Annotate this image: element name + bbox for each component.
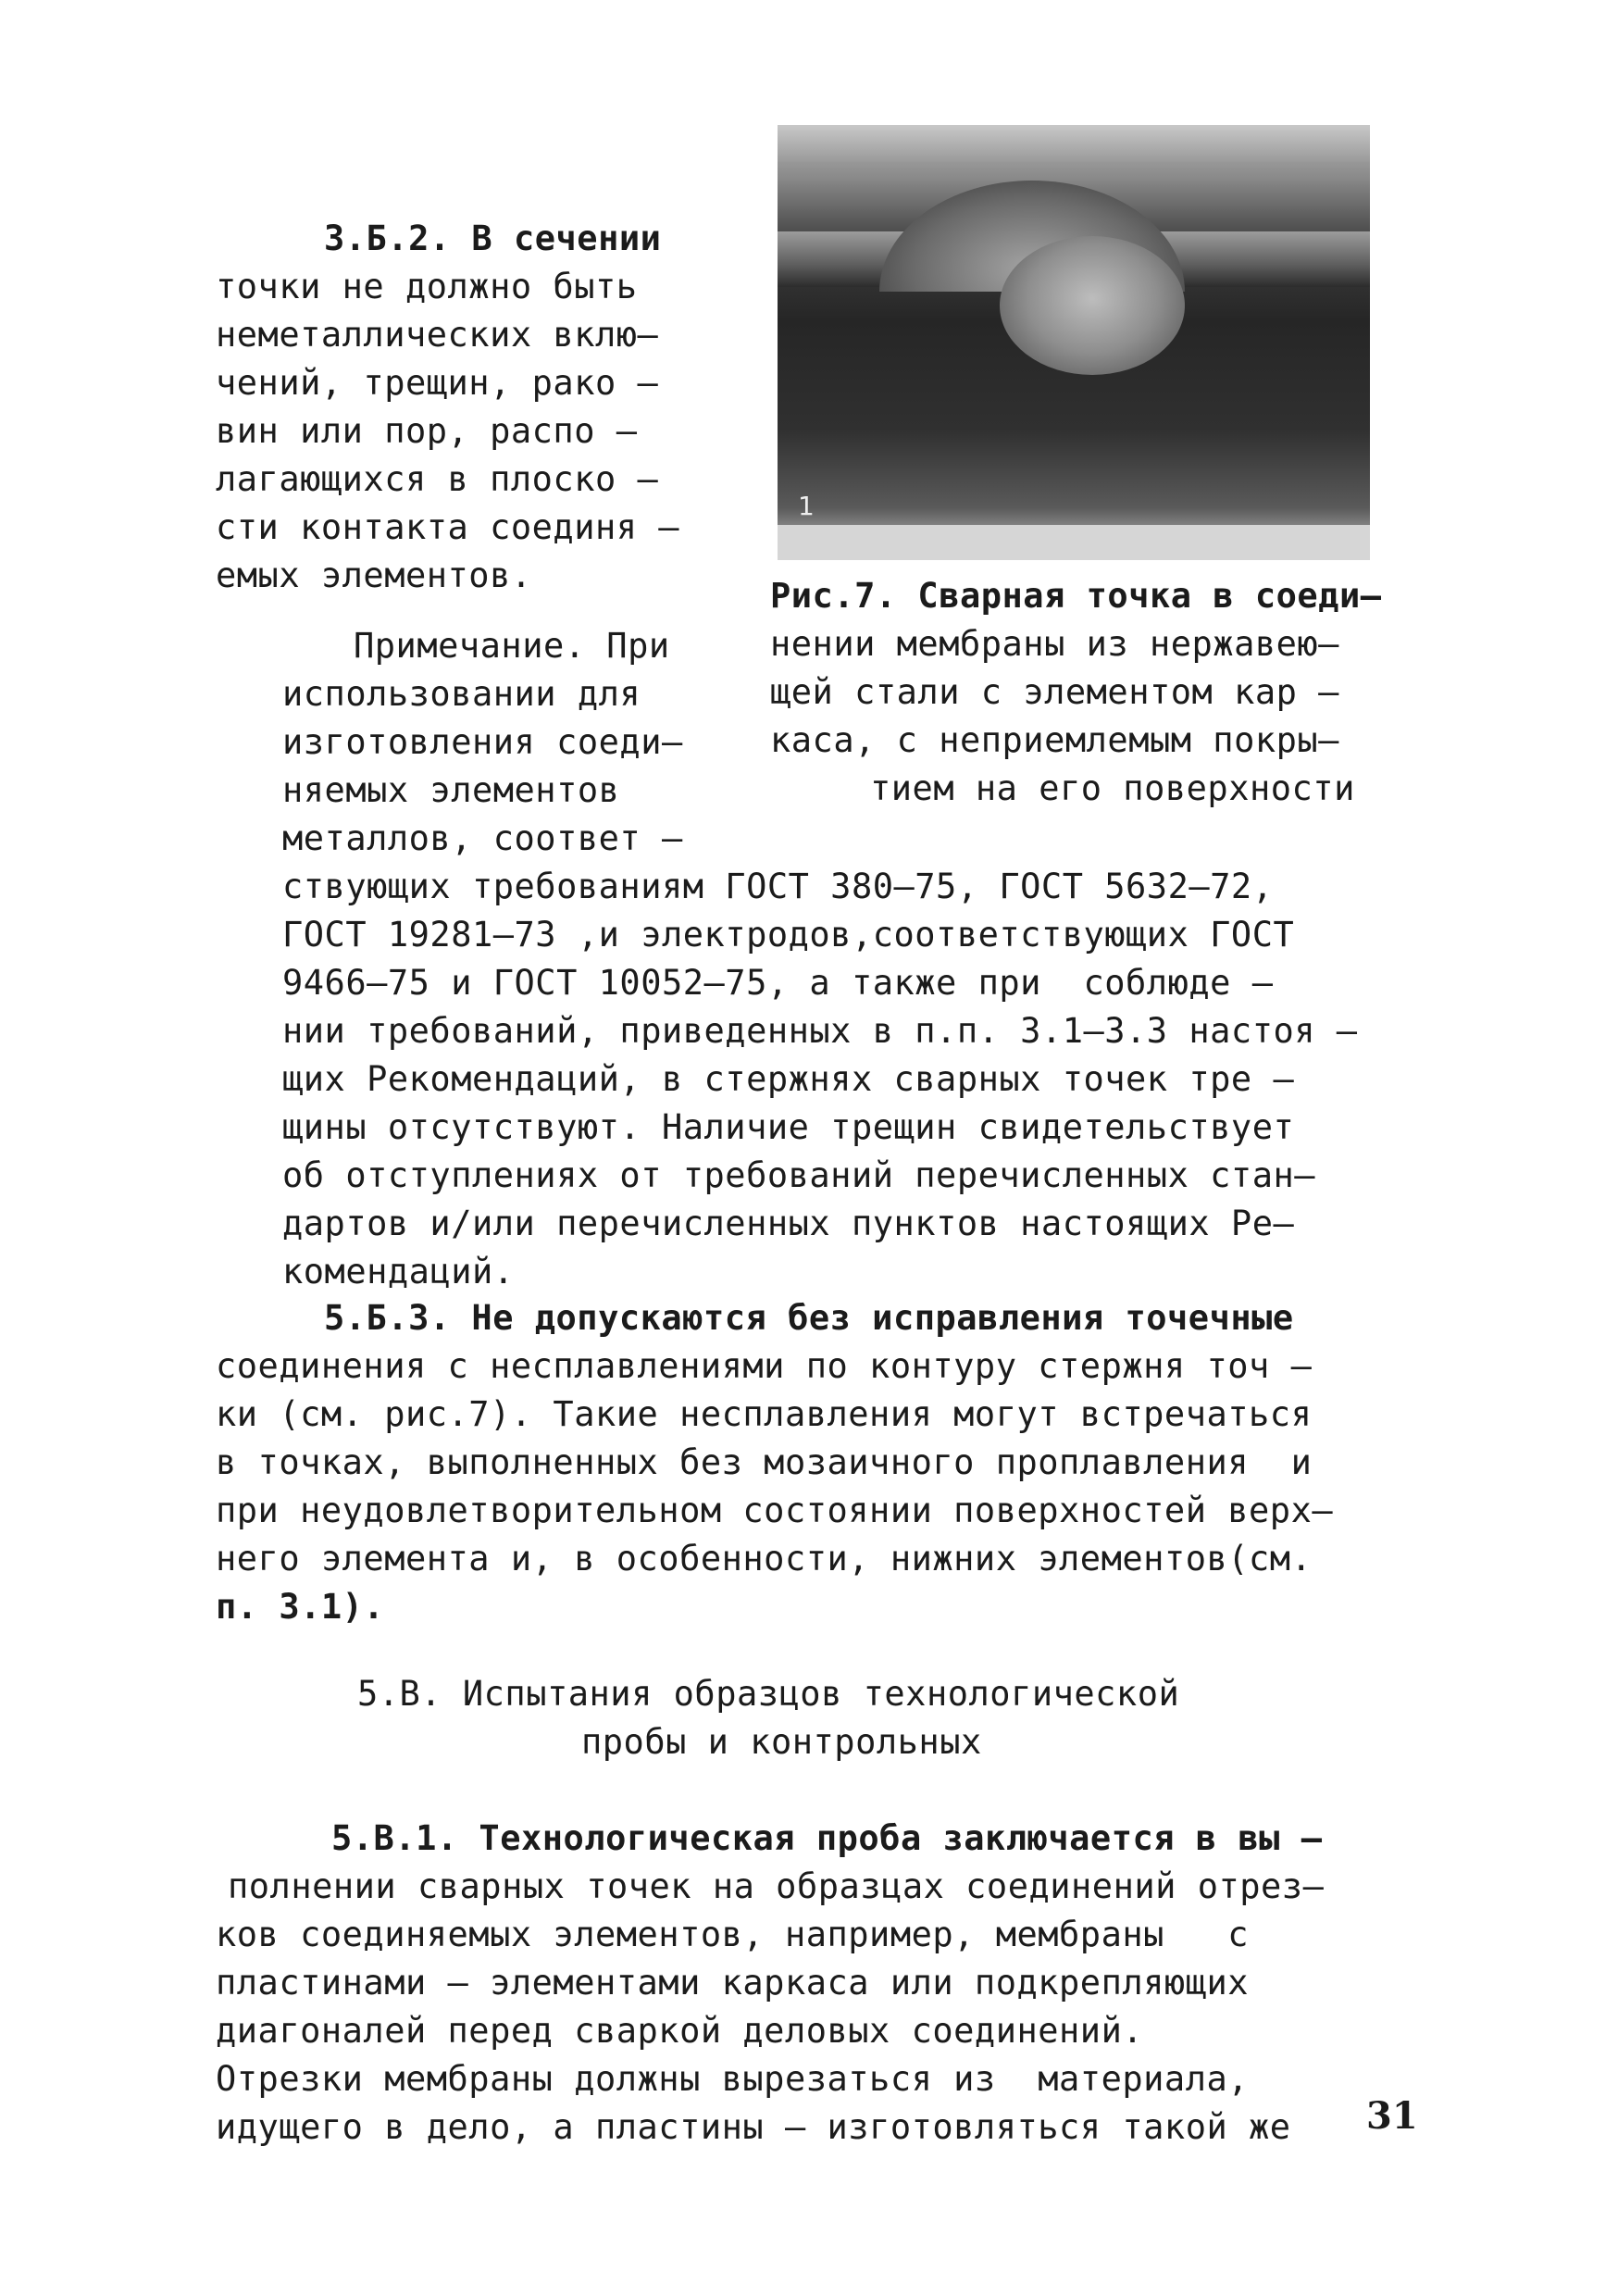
section-heading: пробы и контрольных xyxy=(581,1722,982,1762)
section-5b3-line: него элемента и, в особенности, нижних элементов(см. xyxy=(216,1539,1313,1578)
page-number: 31 xyxy=(1366,2094,1418,2138)
section-5b3-line: п. 3.1). xyxy=(216,1587,385,1627)
section-3b2-line: лагающихся в плоско – xyxy=(216,459,659,499)
photo-mark: 1 xyxy=(798,491,815,521)
figure-caption-line: каса, с неприемлемым покры– xyxy=(770,720,1339,760)
note-line: ГОСТ 19281–73 ,и электродов,соответствующих ГОСТ xyxy=(282,915,1295,955)
section-5b3-line: при неудовлетворительном состоянии поверхностей верх– xyxy=(216,1491,1334,1530)
photo-weld-nugget xyxy=(1000,236,1185,375)
note-line: комендаций. xyxy=(282,1252,515,1292)
section-5v1-line: 5.В.1. Технологическая проба заключается в вы – xyxy=(331,1818,1323,1858)
note-line: изготовления соеди– xyxy=(282,722,683,762)
section-3b2-line: точки не должно быть xyxy=(216,267,638,306)
section-5v1-line: Отрезки мембраны должны вырезаться из материала, xyxy=(216,2059,1250,2099)
note-line: металлов, соответ – xyxy=(282,818,683,858)
note-line: щих Рекомендаций, в стержнях сварных точек тре – xyxy=(282,1059,1295,1099)
section-5b3-line: 5.Б.3. Не допускаются без исправления точечные xyxy=(324,1298,1294,1338)
section-5v1-line: диагоналей перед сваркой деловых соединений. xyxy=(216,2011,1144,2051)
section-3b2-line: емых элементов. xyxy=(216,555,532,595)
photo-background-bottom xyxy=(778,525,1370,560)
photo-background-top xyxy=(778,125,1370,162)
section-3b2-line: чений, трещин, рако – xyxy=(216,363,659,403)
figure-caption-line: тием на его поверхности xyxy=(870,768,1355,808)
figure-caption-line: Рис.7. Сварная точка в соеди– xyxy=(770,576,1382,616)
note-line: 9466–75 и ГОСТ 10052–75, а также при соблюде – xyxy=(282,963,1274,1003)
section-5b3-line: ки (см. рис.7). Такие несплавления могут встречаться xyxy=(216,1394,1313,1434)
section-3b2-line: вин или пор, распо – xyxy=(216,411,638,451)
section-5b3-line: в точках, выполненных без мозаичного проплавления и xyxy=(216,1442,1313,1482)
note-line: об отступлениях от требований перечисленных стан– xyxy=(282,1155,1316,1195)
figure-caption-line: нении мембраны из нержавею– xyxy=(770,624,1339,664)
section-5v1-line: полнении сварных точек на образцах соединений отрез– xyxy=(228,1866,1325,1906)
figure-caption-line: щей стали с элементом кар – xyxy=(770,672,1339,712)
section-3b2-line: 3.Б.2. В сечении xyxy=(324,218,662,258)
section-5v1-line: идущего в дело, а пластины – изготовляться такой же xyxy=(216,2107,1291,2147)
note-line: дартов и/или перечисленных пунктов настоящих Ре– xyxy=(282,1204,1295,1243)
note-line: использовании для xyxy=(282,674,641,714)
section-heading: 5.В. Испытания образцов технологической xyxy=(357,1674,1180,1714)
section-3b2-line: неметаллических вклю– xyxy=(216,315,659,355)
weld-spot-photo xyxy=(778,125,1370,560)
note-line: щины отсутствуют. Наличие трещин свидетельствует xyxy=(282,1107,1295,1147)
note-line: ствующих требованиям ГОСТ 380–75, ГОСТ 5632–72, xyxy=(282,867,1274,906)
section-5v1-line: пластинами – элементами каркаса или подкрепляющих xyxy=(216,1963,1250,2003)
note-line: няемых элементов xyxy=(282,770,620,810)
note-line: Примечание. При xyxy=(354,626,670,666)
section-5b3-line: соединения с несплавлениями по контуру стержня точ – xyxy=(216,1346,1313,1386)
section-3b2-line: сти контакта соединя – xyxy=(216,507,680,547)
note-line: нии требований, приведенных в п.п. 3.1–3.3 настоя – xyxy=(282,1011,1358,1051)
section-5v1-line: ков соединяемых элементов, например, мембраны с xyxy=(216,1915,1250,1954)
